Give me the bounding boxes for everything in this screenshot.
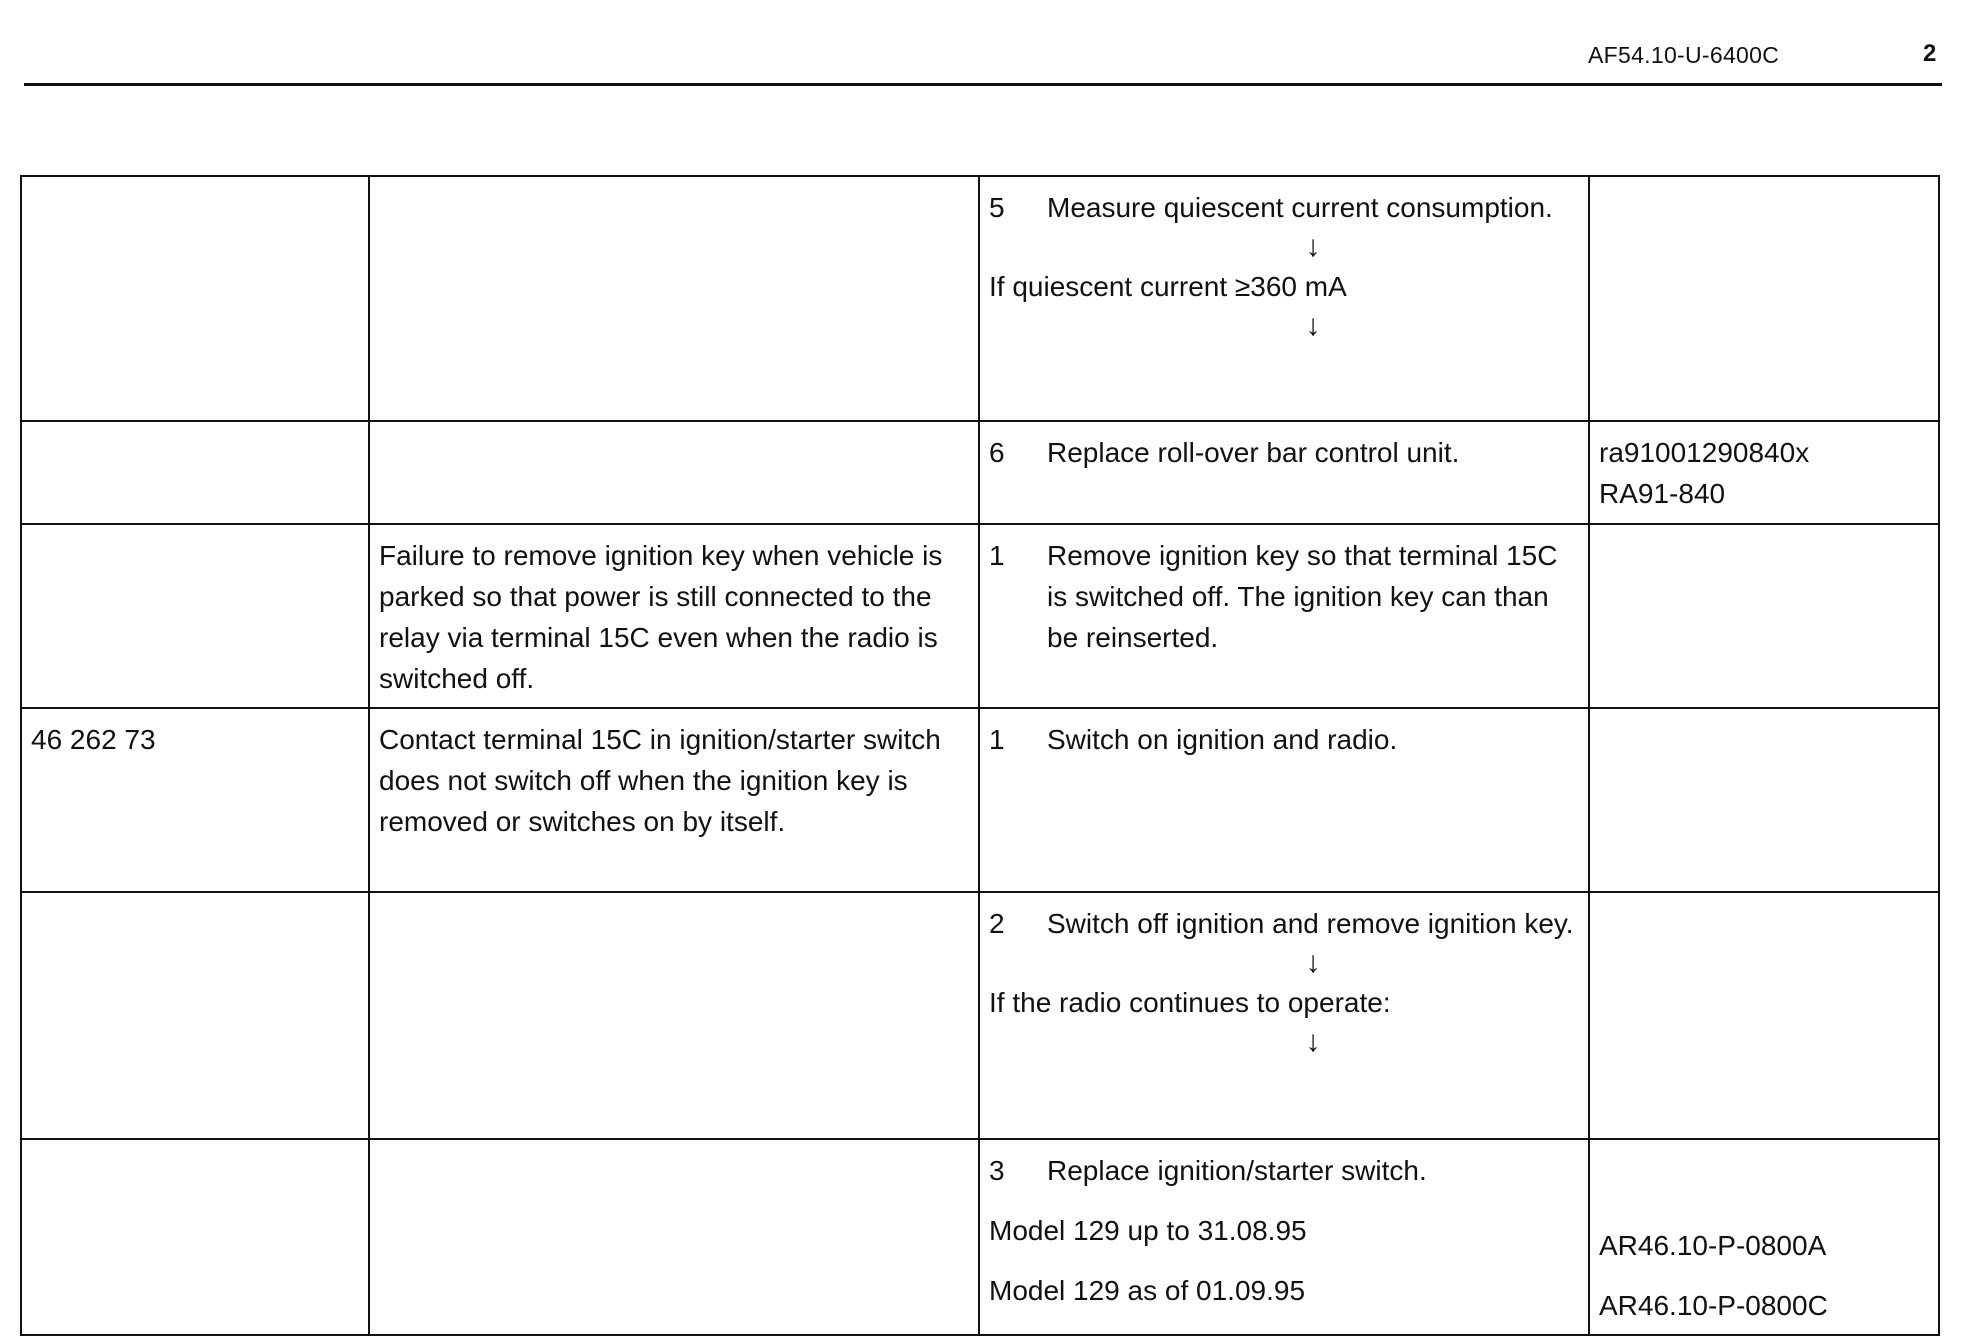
table-row xyxy=(21,708,1939,892)
cause-cell xyxy=(369,421,979,524)
step-number: 1 xyxy=(989,724,1005,755)
table-row xyxy=(21,524,1939,708)
step-text: Replace roll-over bar control unit. xyxy=(1047,437,1460,468)
step-number: 5 xyxy=(989,192,1005,223)
reference-code: ra91001290840x xyxy=(1599,437,1810,468)
reference-cell xyxy=(1589,524,1939,708)
remedy-cell xyxy=(979,1139,1589,1335)
condition-text: If quiescent current ≥360 mA xyxy=(989,271,1347,302)
reference-cell xyxy=(1589,176,1939,421)
reference-cell xyxy=(1589,892,1939,1139)
remedy-cell xyxy=(979,524,1589,708)
step-number: 6 xyxy=(989,437,1005,468)
step-text: Replace ignition/starter switch. xyxy=(1047,1155,1427,1186)
remedy-step xyxy=(989,535,1579,658)
condition-text: If the radio continues to operate: xyxy=(989,987,1391,1018)
document-id: AF54.10-U-6400C xyxy=(1588,42,1780,68)
remedy-cell xyxy=(979,421,1589,524)
table-row xyxy=(21,1139,1939,1335)
step-text: Switch off ignition and remove ignition key. xyxy=(1047,908,1574,939)
down-arrow-icon: ↓ xyxy=(1305,309,1321,342)
reference-code: RA91-840 xyxy=(1599,478,1726,509)
table-row xyxy=(21,892,1939,1139)
table-row xyxy=(21,421,1939,524)
fault-code-cell xyxy=(21,892,369,1139)
cause-cell xyxy=(369,1139,979,1335)
step-number: 3 xyxy=(989,1155,1005,1186)
reference-code: AR46.10-P-0800C xyxy=(1599,1290,1828,1321)
remedy-cell xyxy=(979,892,1589,1139)
step-number: 2 xyxy=(989,908,1005,939)
remedy-step xyxy=(989,719,1579,760)
remedy-step xyxy=(989,903,1579,944)
remedy-cell xyxy=(979,176,1589,421)
cause-cell xyxy=(369,892,979,1139)
header-rule xyxy=(24,83,1942,86)
down-arrow-icon: ↓ xyxy=(1305,1025,1321,1058)
reference-cell xyxy=(1589,1139,1939,1335)
table-row xyxy=(21,176,1939,421)
step-number: 1 xyxy=(989,540,1005,571)
remedy-step xyxy=(989,1150,1579,1191)
step-text: Remove ignition key so that terminal 15C is switched off. The ignition key can than be reinserted. xyxy=(1047,540,1558,653)
page-number: 2 xyxy=(1923,40,1937,67)
model-variant: Model 129 as of 01.09.95 xyxy=(989,1275,1306,1306)
step-text: Measure quiescent current consumption. xyxy=(1047,192,1553,223)
down-arrow-icon: ↓ xyxy=(1305,946,1321,979)
cause-cell: Failure to remove ignition key when vehicle is parked so that power is still connected to the relay via terminal 15C even when the radio is switched off. xyxy=(369,524,979,708)
reference-code: AR46.10-P-0800A xyxy=(1599,1230,1827,1261)
fault-code-cell xyxy=(21,176,369,421)
remedy-step xyxy=(989,432,1579,473)
diagnosis-table xyxy=(20,175,1940,1336)
down-arrow-icon: ↓ xyxy=(1305,230,1321,263)
fault-code-cell xyxy=(21,1139,369,1335)
cause-cell xyxy=(369,176,979,421)
step-text: Switch on ignition and radio. xyxy=(1047,724,1398,755)
model-variant: Model 129 up to 31.08.95 xyxy=(989,1215,1307,1246)
fault-code-cell xyxy=(21,421,369,524)
fault-code-cell: 46 262 73 xyxy=(21,708,369,892)
remedy-step xyxy=(989,187,1579,228)
reference-cell xyxy=(1589,421,1939,524)
remedy-cell xyxy=(979,708,1589,892)
reference-cell xyxy=(1589,708,1939,892)
spacer xyxy=(1599,1150,1929,1206)
fault-code-cell xyxy=(21,524,369,708)
cause-cell: Contact terminal 15C in ignition/starter switch does not switch off when the ignition key is removed or switches on by itself. xyxy=(369,708,979,892)
